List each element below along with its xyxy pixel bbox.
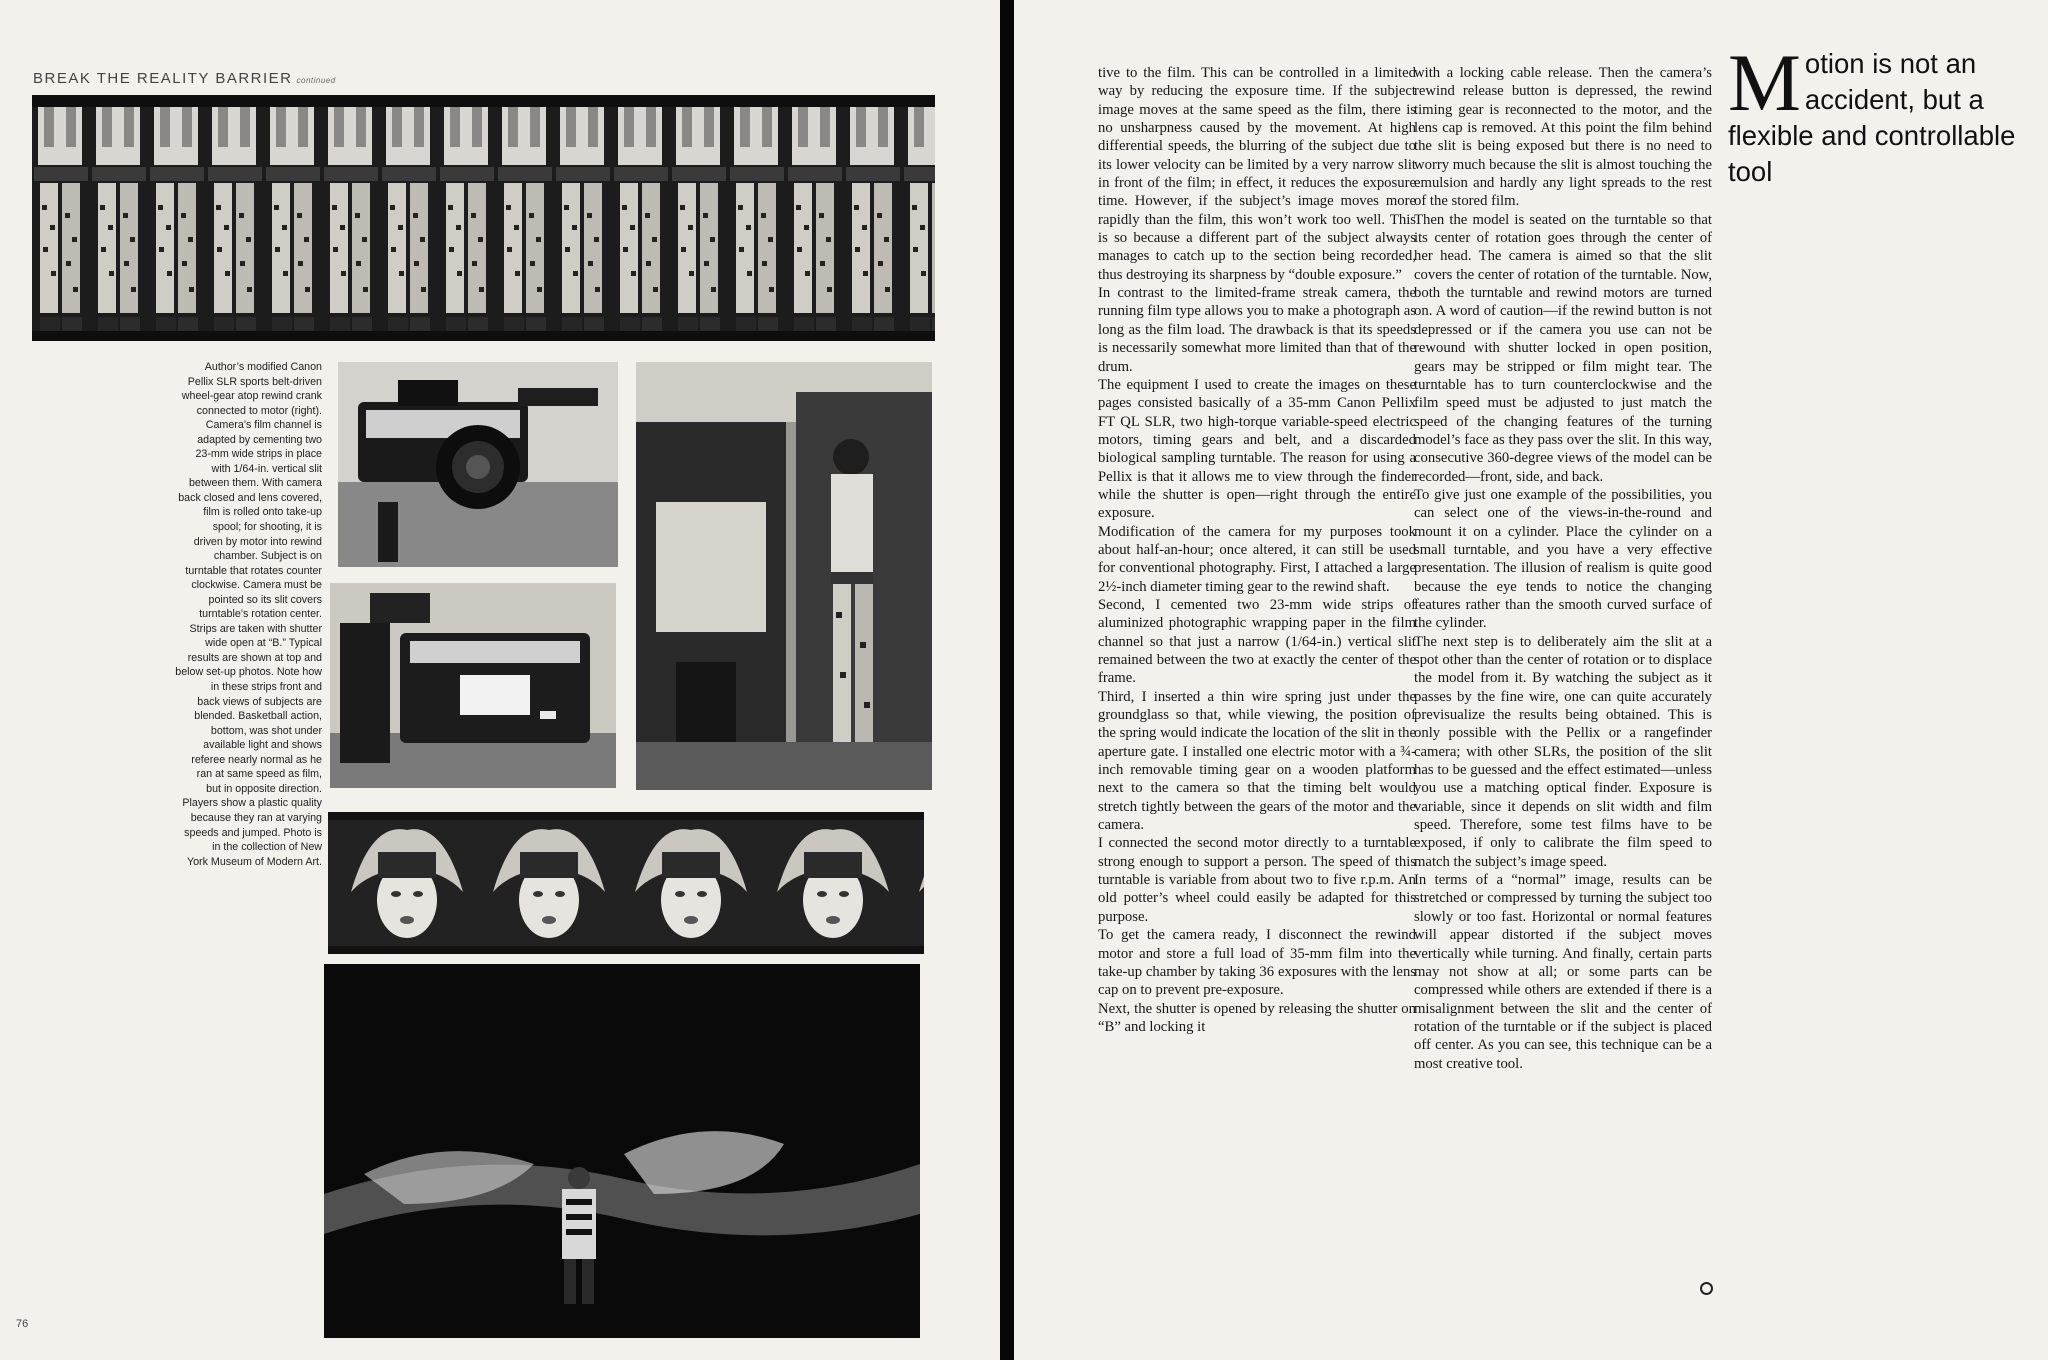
photo-setup-model — [636, 362, 932, 790]
photo-camera-motor — [330, 583, 616, 788]
running-head — [33, 70, 336, 87]
running-head-continued: continued — [296, 76, 336, 85]
end-of-article-mark — [1700, 1282, 1713, 1295]
pull-quote-text: otion is not an accident, but a flexible and controllable tool — [1728, 48, 2016, 187]
page-number: 76 — [16, 1318, 29, 1330]
photo-basketball-action — [324, 964, 920, 1338]
pull-quote-drop-cap: M — [1728, 37, 1801, 128]
photo-streak-figures — [32, 95, 935, 341]
photo-caption: Author’s modified Canon Pellix SLR sports belt-driven wheel-gear atop rewind crank connected to motor (right). Camera’s film channel is adapted by cementing two 23-mm wide strips in place with 1/64-in. vertical slit between them. With camera back closed and lens covered, film is rolled onto take-up spool; for shooting, it is driven by motor into rewind chamber. Subject is on turntable that rotates counter clockwise. Camera must be pointed so its slit covers turntable’s rotation center. Strips are taken with shutter wide open at “B.” Typical results are shown at top and below set-up photos. Note how in these strips front and back views of subjects are blended. Basketball action, bottom, was shot under available light and shows referee nearly normal as he ran at same speed as film, but in opposite direction. Players show a plastic quality because they ran at varying speeds and jumped. Photo is in the collection of New York Museum of Modern Art. — [175, 361, 322, 868]
spine-gutter — [1000, 0, 1014, 1360]
right-page — [1014, 0, 2048, 1360]
running-head-title: BREAK THE REALITY BARRIER — [33, 70, 293, 87]
left-page — [0, 0, 1000, 1360]
pull-quote — [1728, 37, 2048, 190]
photo-camera-top — [338, 362, 618, 567]
photo-face-strip — [328, 812, 924, 954]
article-column-1: tive to the film. This can be controlled in a limited way by reducing the exposure time. If the subject image moves at the same speed as the film, there is no unsharpness caused by the movement. At high differential speeds, the blurring of the subject due to its lower velocity can be limited by a very narrow slit in front of the film; in effect, it reduces the exposure time. However, if the subject’s image moves more rapidly than the film, this won’t work too well. This is so because a different part of the subject always manages to catch up to the section being recorded, thus destroying its sharpness by “double exposure.” In contrast to the limited-frame streak camera, the running film type allows you to make a photograph as long as the film load. The drawback is that its speeds is necessarily somewhat more limited than that of the drum. The equipment I used to create the images on these pages consisted basically of a 35-mm Canon Pellix FT QL SLR, two high-torque variable-speed electric motors, timing gears and belt, and a discarded biological sampling turntable. The reason for using a Pellix is that it allows me to view through the finder while the shutter is open—right through the entire exposure. Modification of the camera for my purposes took about half-an-hour; once altered, it can still be used for conventional photography. First, I attached a large 2½-inch diameter timing gear to the rewind shaft. Second, I cemented two 23-mm wide strips of aluminized photographic wrapping paper in the film channel so that just a narrow (1/64-in.) vertical slit remained between the two at exactly the center of the frame. Third, I inserted a thin wire spring just under the groundglass so that, while viewing, the position of the spring would indicate the location of the slit in the aperture gate. I installed one electric motor with a ¾-inch removable timing gear on a wooden platform next to the camera so that the timing belt would stretch tightly between the gears of the motor and the camera. I connected the second motor directly to a turntable strong enough to support a person. The speed of this turntable is variable from about two to five r.p.m. An old potter’s wheel could easily be adapted for this purpose. To get the camera ready, I disconnect the rewind motor and store a full load of 35-mm film into the take-up chamber by taking 36 exposures with the lens cap on to prevent pre-exposure. Next, the shutter is opened by releasing the shutter on “B” and locking it — [1098, 65, 1416, 1035]
article-column-2: with a locking cable release. Then the camera’s rewind release button is depressed, the rewind timing gear is reconnected to the motor, and the lens cap is removed. At this point the film behind the slit is being exposed but there is no need to worry much because the slit is almost touching the emulsion and hardly any light spreads to the rest of the stored film. Then the model is seated on the turntable so that its center of rotation goes through the center of her head. The camera is aimed so that the slit covers the center of rotation of the turntable. Now, both the turntable and rewind motors are turned on. A word of caution—if the rewind button is not depressed or if the camera you use can not be rewound with shutter locked in open position, gears may be stripped or film might tear. The turntable has to turn counterclockwise and the film speed must be adjusted to just match the speed of the changing features of the turning model’s face as they pass over the slit. In this way, consecutive 360-degree views of the model can be recorded—front, side, and back. To give just one example of the possibilities, you can select one of the views-in-the-round and mount it on a cylinder. Place the cylinder on a small turntable, and you have a very effective presentation. The illusion of realism is quite good because the eye tends to notice the changing features rather than the smooth curved surface of the cylinder. The next step is to deliberately aim the slit at a spot other than the center of rotation or to displace the model from it. By watching the subject as it passes by the fine wire, one can quite accurately previsualize the results being obtained. This is only possible with the Pellix or a rangefinder camera; with other SLRs, the position of the slit has to be guessed and the effect estimated—unless you use a matching optical finder. Exposure is variable, since it depends on slit width and film speed. Therefore, some test films have to be exposed, if only to calibrate the film speed to match the subject’s image speed. In terms of a “normal” image, results can be stretched or compressed by turning the subject too slowly or too fast. Horizontal or normal features will appear distorted if the subject moves vertically while turning. And finally, certain parts may not show at all; or some parts can be compressed while others are extended if there is a misalignment between the slit and the center of rotation of the turntable or if the subject is placed off center. As you can see, this technique can be a most creative tool. — [1414, 65, 1712, 1072]
